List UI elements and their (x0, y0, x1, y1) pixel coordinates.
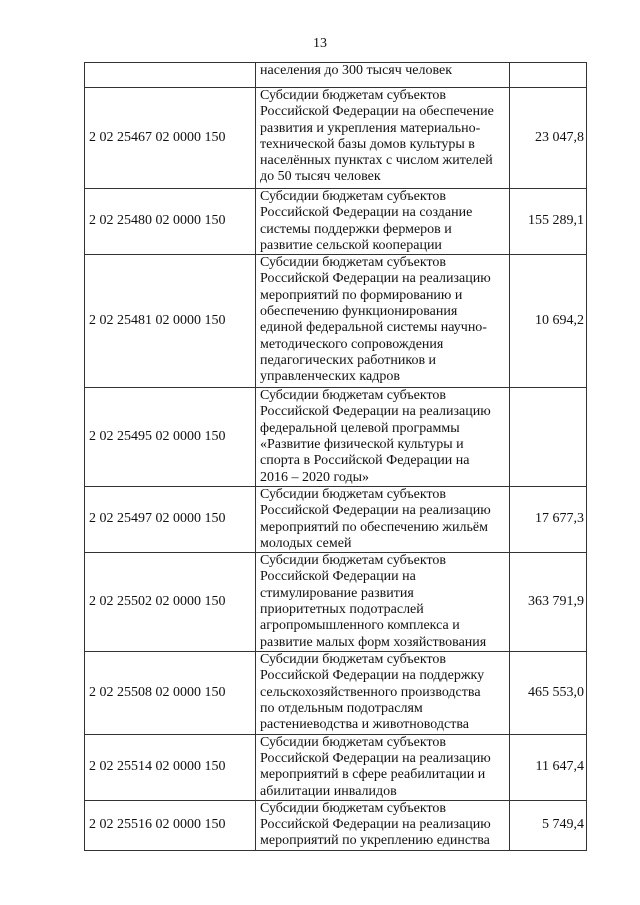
description-line: Субсидии бюджетам субъектов (260, 88, 447, 103)
table-row (85, 63, 587, 88)
description-line: 2016 – 2020 годы» (260, 469, 370, 485)
description (256, 553, 510, 652)
table-row (85, 189, 587, 255)
description-line: молодых семей (260, 535, 352, 551)
description-line: технической базы домов культуры в (260, 136, 475, 152)
description-line: мероприятий в сфере реабилитации и (260, 767, 486, 783)
budget-code: 2 02 25514 02 0000 150 (85, 734, 256, 800)
description-line: растениеводства и животноводства (260, 717, 469, 733)
description-line: населённых пунктах с числом жителей (260, 153, 493, 169)
amount: 465 553,0 (510, 652, 587, 734)
description-line: Российской Федерации на реализацию (260, 817, 491, 833)
description (256, 800, 510, 850)
budget-code (85, 63, 256, 88)
description-line: Субсидии бюджетам субъектов (260, 388, 447, 404)
description (256, 63, 510, 88)
amount: 23 047,8 (510, 88, 587, 189)
description-line: спорта в Российской Федерации на (260, 453, 470, 469)
budget-code: 2 02 25497 02 0000 150 (85, 486, 256, 552)
budget-code: 2 02 25467 02 0000 150 (85, 88, 256, 189)
description (256, 255, 510, 388)
description-line: обеспечению функционирования (260, 304, 458, 320)
table-row (85, 734, 587, 800)
amount: 363 791,9 (510, 553, 587, 652)
description-line: развития и укрепления материально- (260, 120, 481, 136)
description-line: Субсидии бюджетам субъектов (260, 734, 447, 750)
description (256, 388, 510, 487)
description-line: Российской Федерации на реализацию (260, 750, 491, 766)
description-line: Российской Федерации на обеспечение (260, 104, 494, 120)
table-row (85, 388, 587, 487)
description (256, 734, 510, 800)
amount: 155 289,1 (510, 189, 587, 255)
description-line: Субсидии бюджетам субъектов (260, 652, 447, 668)
description-line: мероприятий по обеспечению жильём (260, 519, 488, 535)
description (256, 88, 510, 189)
description-line: Российской Федерации на реализацию (260, 404, 491, 420)
budget-code: 2 02 25516 02 0000 150 (85, 800, 256, 850)
budget-code: 2 02 25480 02 0000 150 (85, 189, 256, 255)
description-line: приоритетных подотраслей (260, 602, 424, 618)
description-line: Субсидии бюджетам субъектов (260, 553, 447, 569)
budget-table (84, 62, 587, 851)
description-line: методического сопровождения (260, 336, 444, 352)
description-line: развитие малых форм хозяйствования (260, 634, 487, 650)
table-row (85, 255, 587, 388)
description-line: Российской Федерации на поддержку (260, 668, 485, 684)
description (256, 189, 510, 255)
description-line: системы поддержки фермеров и (260, 221, 452, 237)
description-line: мероприятий по укреплению единства (260, 833, 490, 849)
table-row (85, 800, 587, 850)
amount: 10 694,2 (510, 255, 587, 388)
amount: 5 749,4 (510, 800, 587, 850)
table-row (85, 553, 587, 652)
description-line: Российской Федерации на реализацию (260, 503, 491, 519)
description (256, 652, 510, 734)
description-line: населения до 300 тысяч человек (260, 63, 453, 78)
amount: 17 677,3 (510, 486, 587, 552)
budget-code: 2 02 25508 02 0000 150 (85, 652, 256, 734)
description-line: абилитации инвалидов (260, 783, 397, 799)
description-line: «Развитие физической культуры и (260, 437, 464, 453)
description-line: до 50 тысяч человек (260, 169, 381, 185)
budget-code: 2 02 25481 02 0000 150 (85, 255, 256, 388)
description-line: Субсидии бюджетам субъектов (260, 486, 447, 502)
description-line: Российской Федерации на создание (260, 205, 473, 221)
description-line: федеральной целевой программы (260, 420, 460, 436)
description-line: сельскохозяйственного производства (260, 684, 481, 700)
budget-code: 2 02 25495 02 0000 150 (85, 388, 256, 487)
description-line: Субсидии бюджетам субъектов (260, 255, 447, 271)
page-number: 13 (313, 36, 327, 51)
description-line: развитие сельской кооперации (260, 237, 442, 253)
budget-code: 2 02 25502 02 0000 150 (85, 553, 256, 652)
amount: 11 647,4 (510, 734, 587, 800)
amount (510, 388, 587, 487)
description-line: агропромышленного комплекса и (260, 618, 460, 634)
description-line: управленческих кадров (260, 369, 400, 385)
table-row (85, 88, 587, 189)
description-line: Российской Федерации на реализацию (260, 271, 491, 287)
description-line: мероприятий по формированию и (260, 287, 463, 303)
description-line: единой федеральной системы научно- (260, 320, 487, 336)
table-row (85, 486, 587, 552)
table-row (85, 652, 587, 734)
description-line: по отдельным подотраслям (260, 701, 423, 717)
description (256, 486, 510, 552)
description-line: Субсидии бюджетам субъектов (260, 189, 447, 204)
description-line: Российской Федерации на (260, 569, 416, 585)
description-line: Субсидии бюджетам субъектов (260, 800, 447, 816)
description-line: стимулирование развития (260, 585, 414, 601)
amount (510, 63, 587, 88)
description-line: педагогических работников и (260, 352, 437, 368)
